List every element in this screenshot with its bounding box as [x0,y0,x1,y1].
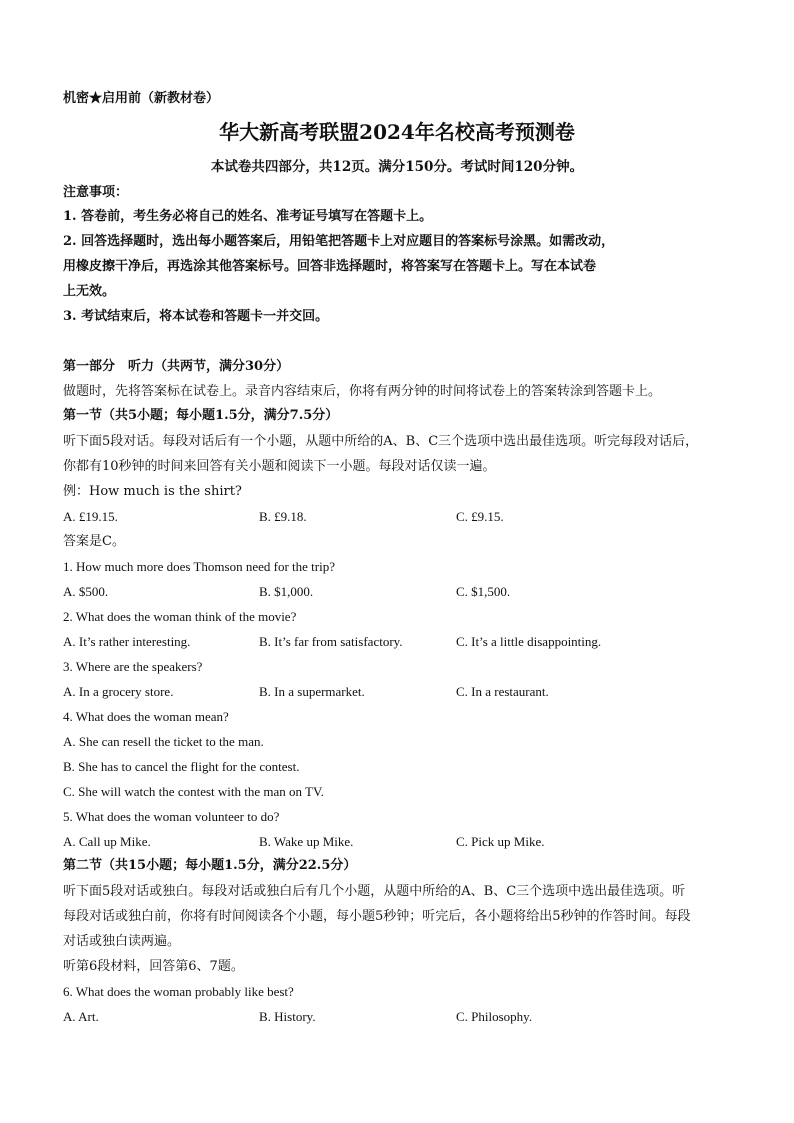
section2-intro-line-2: 每段对话或独白前，你将有时间阅读各个小题，每小题5秒钟；听完后，各小题将给出5秒钟的作答时间。每段 [63,909,691,924]
question-3: 3. Where are the speakers? [63,659,203,674]
confidential-label: 机密★启用前（新教材卷） [63,91,220,106]
q2-option-a: A. It’s rather interesting. [63,634,191,649]
material-6-instruction: 听第6段材料，回答第6、7题。 [63,959,244,974]
notice-item-2-line-3: 上无效。 [63,284,116,299]
notice-item-1: 1. 答卷前，考生务必将自己的姓名、准考证号填写在答题卡上。 [63,209,433,224]
q1-option-a: A. $500. [63,584,109,599]
q3-option-b: B. In a supermarket. [259,684,365,699]
section2-heading: 第二节（共15小题；每小题1.5分，满分22.5分） [63,858,357,873]
example-option-c: C. £9.15. [456,509,504,524]
exam-title: 华大新高考联盟2024年名校高考预测卷 [219,120,575,144]
example-question: 例：How much is the shirt? [63,484,242,499]
q1-option-c: C. $1,500. [456,584,511,599]
q4-option-c: C. She will watch the contest with the man on TV. [63,784,324,799]
section1-intro-line-1: 听下面5段对话。每段对话后有一个小题，从题中所给的A、B、C三个选项中选出最佳选项。听完每段对话后， [63,434,699,449]
question-4: 4. What does the woman mean? [63,709,229,724]
q6-option-b: B. History. [259,1009,316,1024]
notice-item-3: 3. 考试结束后，将本试卷和答题卡一并交回。 [63,309,329,324]
exam-subtitle: 本试卷共四部分，共12页。满分150分。考试时间120分钟。 [210,159,584,175]
part1-intro: 做题时，先将答案标在试卷上。录音内容结束后，你将有两分钟的时间将试卷上的答案转涂到答题卡上。 [63,384,662,399]
part1-heading: 第一部分 听力（共两节，满分30分） [63,359,290,374]
section2-intro-line-1: 听下面5段对话或独白。每段对话或独白后有几个小题，从题中所给的A、B、C三个选项中选出最佳选项。听 [63,884,686,899]
q6-option-c: C. Philosophy. [456,1009,533,1024]
q2-option-b: B. It’s far from satisfactory. [259,634,403,649]
section1-intro-line-2: 你都有10秒钟的时间来回答有关小题和阅读下一小题。每段对话仅读一遍。 [63,459,496,474]
q4-option-b: B. She has to cancel the flight for the contest. [63,759,300,774]
example-answer: 答案是C。 [63,534,125,549]
example-option-b: B. £9.18. [259,509,307,524]
section1-heading: 第一节（共5小题；每小题1.5分，满分7.5分） [63,408,339,423]
q5-option-c: C. Pick up Mike. [456,834,545,849]
q4-option-a: A. She can resell the ticket to the man. [63,734,264,749]
question-1: 1. How much more does Thomson need for the trip? [63,559,335,574]
notice-item-2-line-1: 2. 回答选择题时，选出每小题答案后，用铅笔把答题卡上对应题目的答案标号涂黑。如需改动， [63,234,615,249]
q5-option-a: A. Call up Mike. [63,834,151,849]
question-5: 5. What does the woman volunteer to do? [63,809,280,824]
q1-option-b: B. $1,000. [259,584,314,599]
example-option-a: A. £19.15. [63,509,118,524]
q2-option-c: C. It’s a little disappointing. [456,634,602,649]
q3-option-c: C. In a restaurant. [456,684,549,699]
q3-option-a: A. In a grocery store. [63,684,174,699]
notice-item-2-line-2: 用橡皮擦干净后，再选涂其他答案标号。回答非选择题时，将答案写在答题卡上。写在本试卷 [63,259,597,274]
question-2: 2. What does the woman think of the movie? [63,609,297,624]
section2-intro-line-3: 对话或独白读两遍。 [63,934,181,949]
notice-heading: 注意事项： [63,185,129,200]
q6-option-a: A. Art. [63,1009,99,1024]
question-6: 6. What does the woman probably like best? [63,984,294,999]
q5-option-b: B. Wake up Mike. [259,834,354,849]
